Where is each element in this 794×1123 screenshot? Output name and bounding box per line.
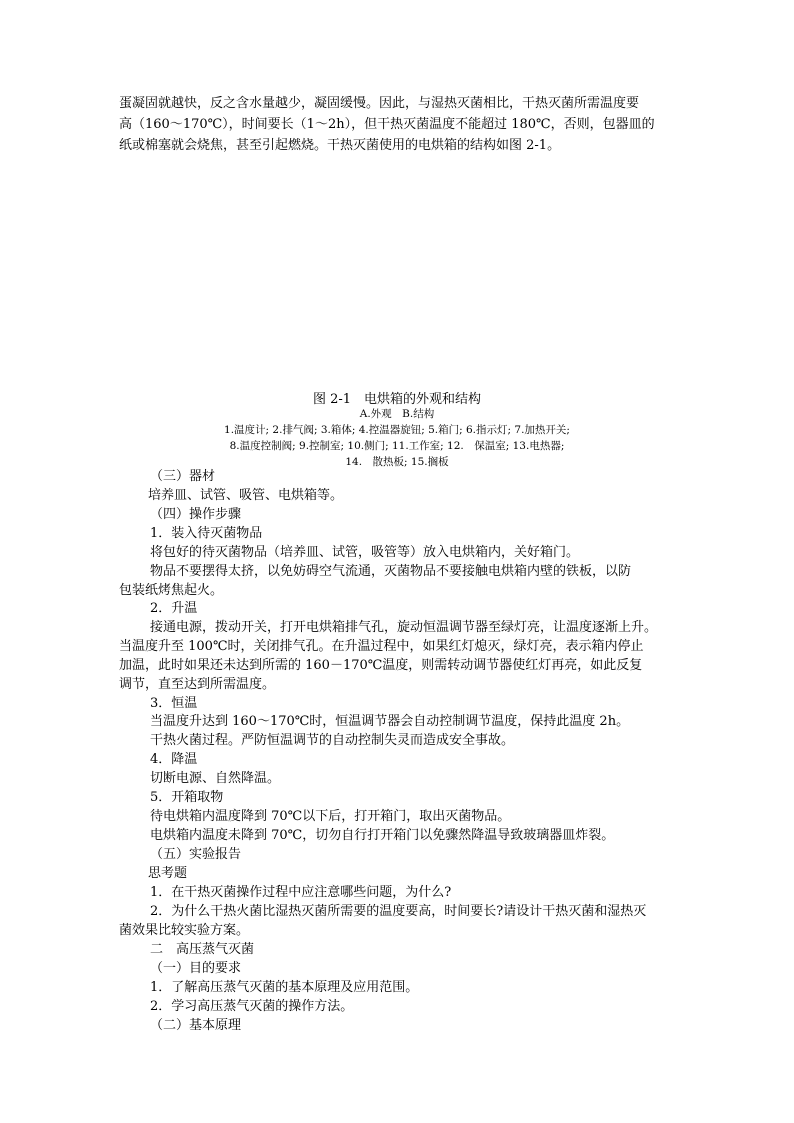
figure-legend-line-3: 14. 散热板; 15.搁板 — [345, 456, 449, 468]
figure-placeholder — [119, 160, 679, 382]
step-1-line-3: 包装纸烤焦起火。 — [119, 583, 224, 598]
section-heading-objectives: （一）目的要求 — [150, 961, 242, 976]
step-2-line-3: 加温，此时如果还未达到所需的 160－170℃温度，则需转动调节器使红灯再亮，如此反复 — [119, 658, 643, 673]
step-2-heading: 2．升温 — [150, 601, 198, 616]
step-2-line-2: 当温度升至 100℃时，关闭排气孔。在升温过程中，如果红灯熄灭，绿灯亮，表示箱内停止 — [119, 639, 644, 654]
step-3-line-1: 当温度升达到 160～170℃时，恒温调节器会自动控制调节温度，保持此温度 2h。 — [150, 714, 630, 729]
step-5-line-1: 待电烘箱内温度降到 70℃以下后，打开箱门，取出灭菌物品。 — [150, 809, 511, 824]
step-5-heading: 5．开箱取物 — [150, 790, 224, 805]
figure-subtitle: A.外观 B.结构 — [359, 408, 435, 420]
questions-heading: 思考题 — [148, 866, 188, 881]
question-1: 1．在干热灭菌操作过程中应注意哪些问题，为什么? — [150, 885, 452, 900]
section-heading-materials: （三）器材 — [150, 469, 216, 484]
step-1-line-2: 物品不要摆得太挤，以免妨碍空气流通，灭菌物品不要接触电烘箱内壁的铁板，以防 — [150, 564, 632, 579]
step-4-heading: 4．降温 — [150, 752, 198, 767]
step-1-line-1: 将包好的待灭菌物品（培养皿、试管，吸管等）放入电烘箱内，关好箱门。 — [150, 545, 580, 560]
intro-line-1: 蛋凝固就越快，反之含水量越少，凝固缓慢。因此，与湿热灭菌相比，干热灭菌所需温度要 — [119, 96, 640, 111]
figure-legend-line-1: 1.温度计; 2.排气阀; 3.箱体; 4.控温器旋钮; 5.箱门; 6.指示灯; 7.加热开关; — [224, 424, 570, 436]
step-5-line-2: 电烘箱内温度未降到 70℃，切勿自行打开箱门以免骤然降温导致玻璃器皿炸裂。 — [150, 828, 615, 843]
step-4-text: 切断电源、自然降温。 — [150, 771, 281, 786]
question-2-line-2: 菌效果比较实验方案。 — [119, 923, 250, 938]
step-2-line-4: 调节，直至达到所需温度。 — [119, 677, 276, 692]
section-heading-steps: （四）操作步骤 — [150, 507, 242, 522]
figure-title: 图 2-1 电烘箱的外观和结构 — [312, 392, 482, 407]
section-heading-report: （五）实验报告 — [150, 847, 242, 862]
materials-text: 培养皿、试管、吸管、电烘箱等。 — [148, 488, 344, 503]
intro-line-3: 纸或棉塞就会烧焦，甚至引起燃烧。干热灭菌使用的电烘箱的结构如图 2-1。 — [119, 138, 561, 153]
section-heading-autoclave: 二 高压蒸气灭菌 — [150, 942, 255, 957]
section-heading-principle: （二）基本原理 — [150, 1018, 242, 1033]
step-3-line-2: 干热火菌过程。严防恒温调节的自动控制失灵而造成安全事故。 — [150, 733, 515, 748]
figure-legend-line-2: 8.温度控制阀; 9.控制室; 10.侧门; 11.工作室; 12. 保温室; 13.电热器; — [229, 440, 565, 452]
objective-2: 2．学习高压蒸气灭菌的操作方法。 — [150, 999, 354, 1014]
step-3-heading: 3．恒温 — [150, 696, 198, 711]
objective-1: 1．了解高压蒸气灭菌的基本原理及应用范围。 — [150, 980, 419, 995]
step-1-heading: 1．装入待灭菌物品 — [150, 526, 263, 541]
question-2-line-1: 2．为什么干热火菌比湿热灭菌所需要的温度要高，时间要长?请设计干热灭菌和湿热灭 — [150, 904, 647, 919]
intro-line-2: 高（160～170℃），时间要长（1～2h），但干热灭菌温度不能超过 180℃，否则，包器皿的 — [119, 117, 655, 132]
step-2-line-1: 接通电源，拨动开关，打开电烘箱排气孔，旋动恒温调节器至绿灯亮，让温度逐渐上升。 — [150, 620, 658, 635]
